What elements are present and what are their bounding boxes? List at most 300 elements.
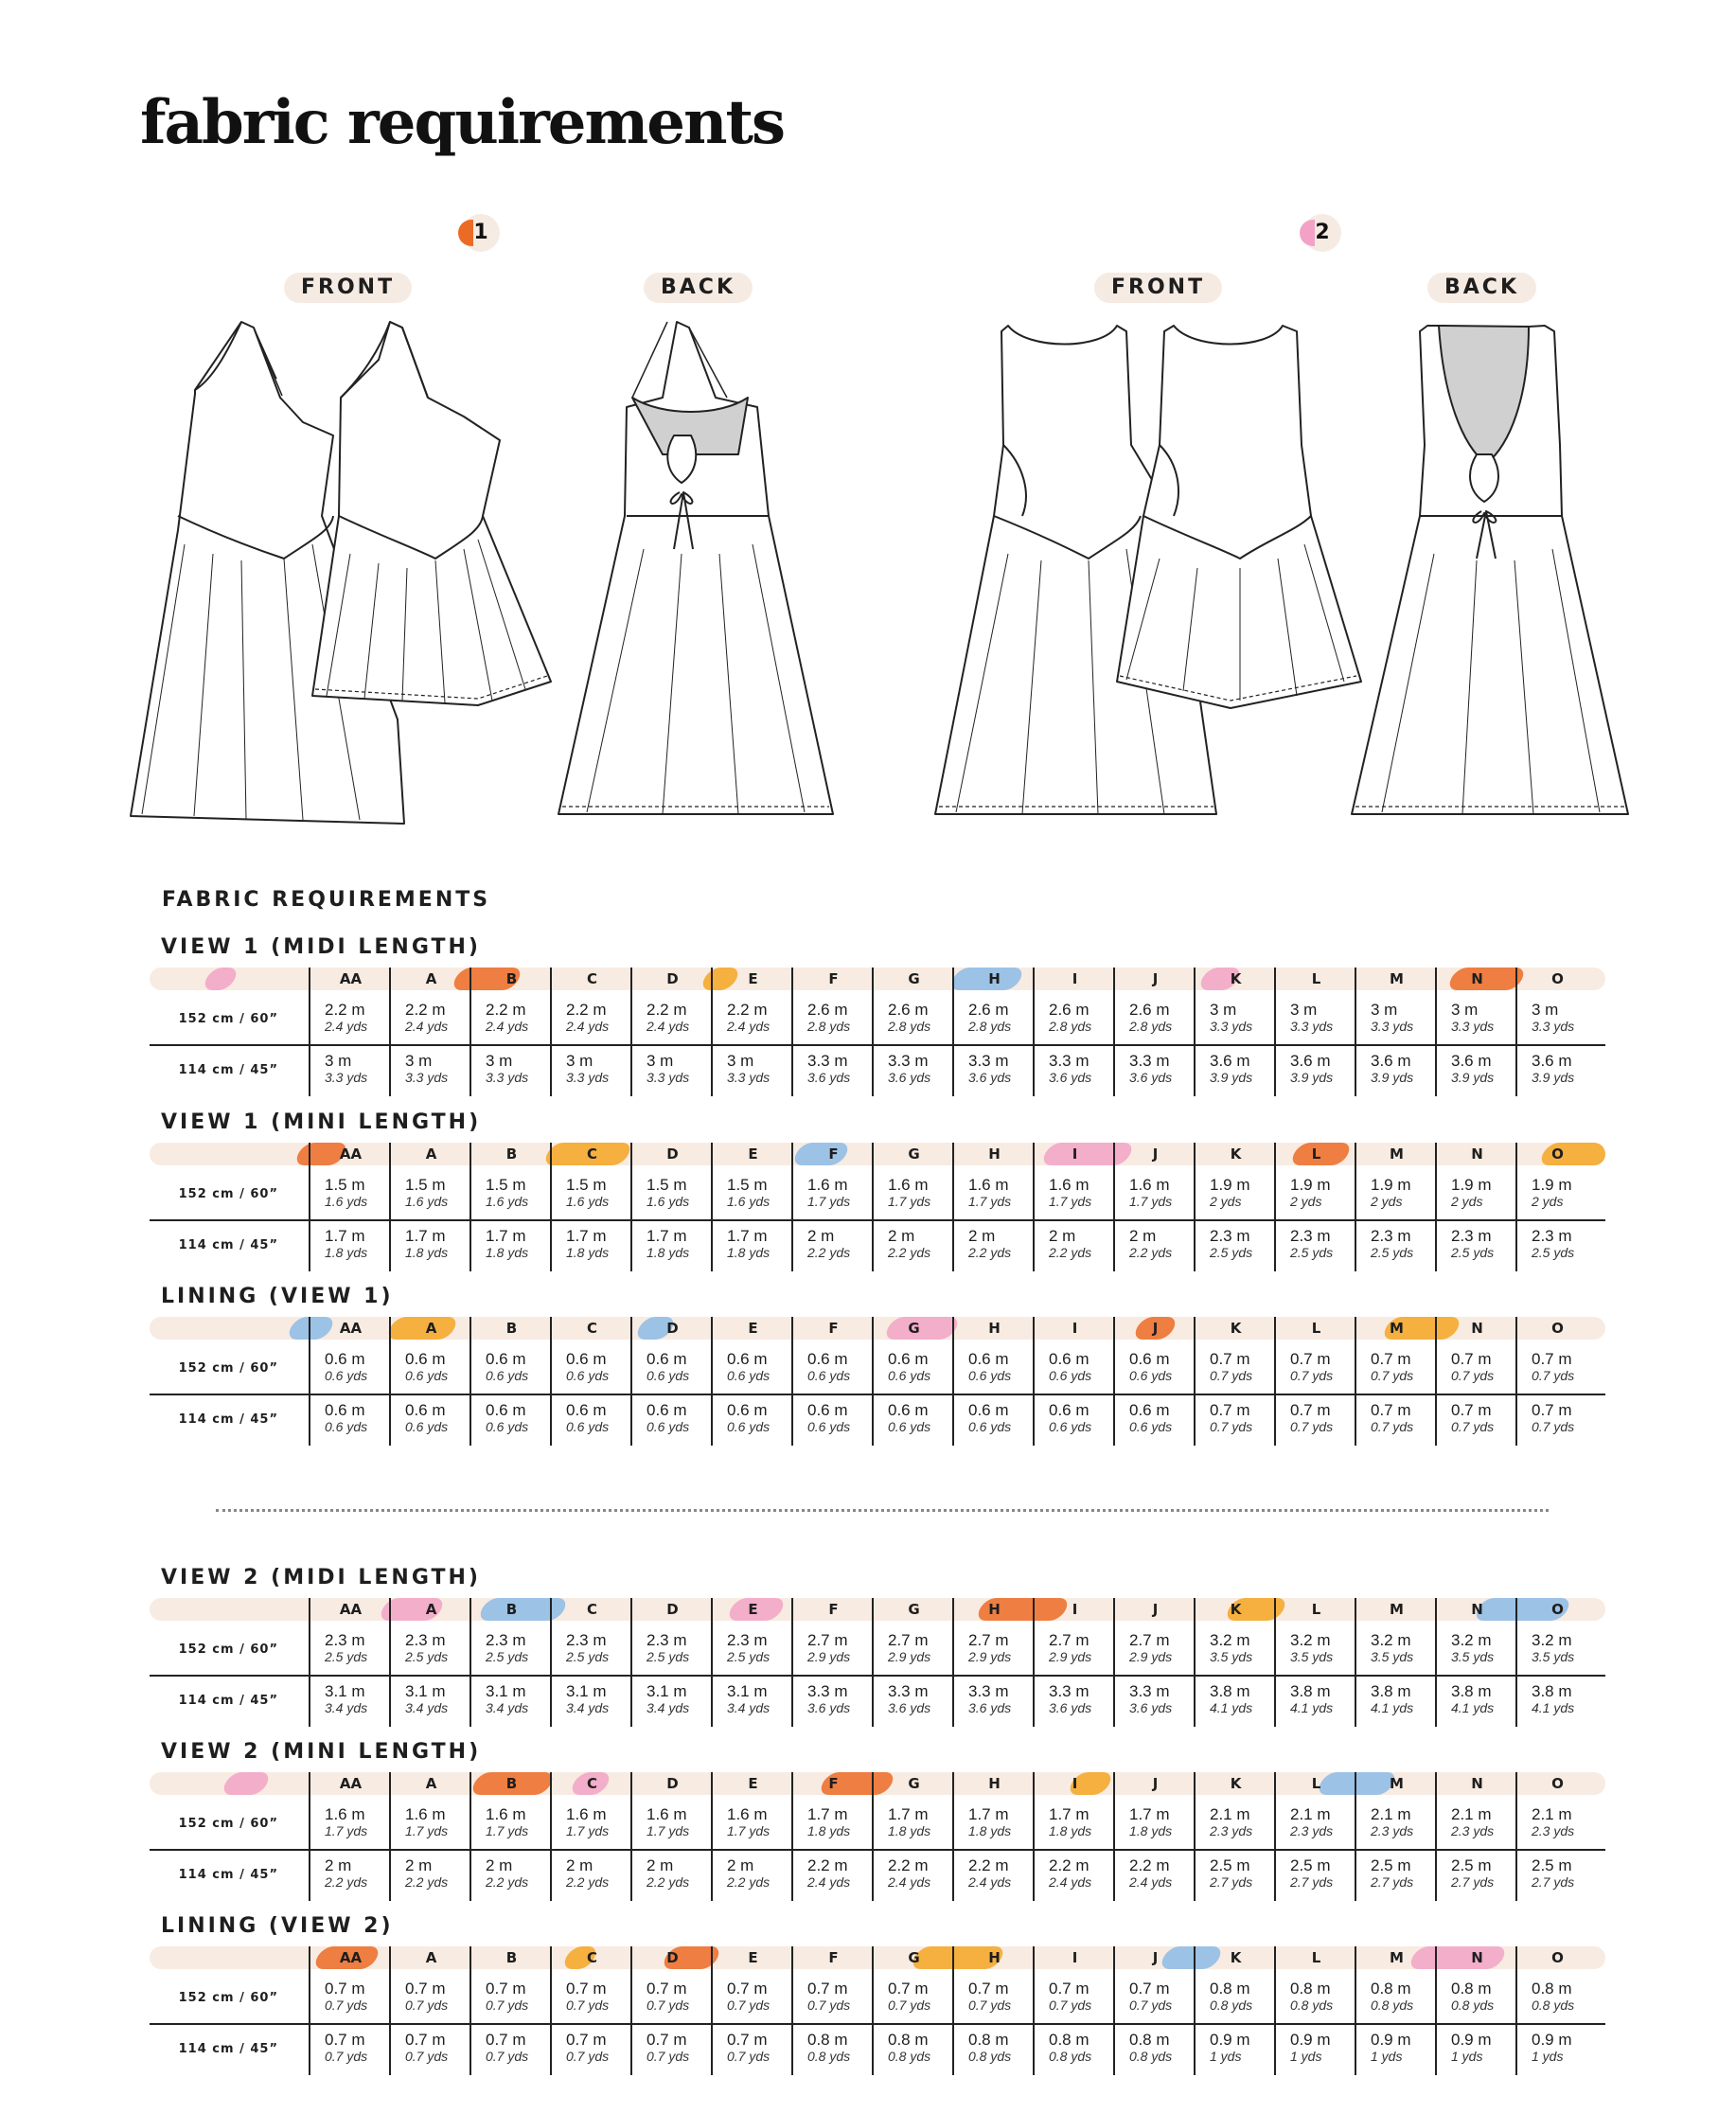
yards-value: 1.7 yds (1129, 1194, 1173, 1209)
table-cell (1437, 2032, 1517, 2064)
table-cell (874, 1351, 954, 1383)
metres-value: 3.3 m (888, 1052, 929, 1070)
yards-value: 0.6 yds (727, 1419, 771, 1434)
yards-value: 2.2 yds (968, 1245, 1012, 1260)
metres-value: 1.6 m (807, 1176, 848, 1194)
yards-value: 3.6 yds (968, 1070, 1012, 1085)
yards-value: 2.4 yds (405, 1019, 449, 1034)
table-row (150, 1220, 1605, 1270)
table-cell (954, 2032, 1035, 2064)
yards-value: 2.9 yds (968, 1649, 1012, 1664)
metres-value: 2 m (1129, 1227, 1157, 1245)
table-cell (391, 2032, 471, 2064)
table-cell (471, 1402, 552, 1434)
table-cell (632, 1351, 713, 1383)
table-cell (552, 1806, 632, 1838)
metres-value: 3.3 m (968, 1682, 1009, 1700)
table-row (150, 1045, 1605, 1095)
metres-value: 3.8 m (1451, 1682, 1492, 1700)
table-cell (1196, 1002, 1276, 1034)
yards-value: 0.6 yds (566, 1419, 610, 1434)
metres-value: 0.7 m (727, 2031, 768, 2049)
size-header: N (1471, 970, 1483, 987)
table-cell (1356, 1402, 1437, 1434)
yards-value: 1.6 yds (727, 1194, 771, 1209)
table-cell (713, 1857, 793, 1890)
yards-value: 2.3 yds (1532, 1823, 1575, 1838)
yards-value: 3.3 yds (1371, 1019, 1414, 1034)
table-cell (954, 1402, 1035, 1434)
yards-value: 3.3 yds (566, 1070, 610, 1085)
table-cell (1356, 1632, 1437, 1664)
metres-value: 3.2 m (1210, 1631, 1250, 1649)
table-cell (391, 1632, 471, 1664)
table-cell (954, 1980, 1035, 2013)
size-header: H (988, 1145, 1001, 1163)
view-1-front-mini-dress (312, 322, 551, 705)
metres-value: 3.3 m (888, 1682, 929, 1700)
table-cell (1276, 1683, 1356, 1715)
size-header-row (150, 1598, 1605, 1621)
metres-value: 2.2 m (1049, 1856, 1089, 1874)
size-header: O (1551, 1145, 1564, 1163)
metres-value: 3.8 m (1371, 1682, 1411, 1700)
table-cell (391, 1857, 471, 1890)
yards-value: 0.8 yds (1129, 2049, 1173, 2064)
size-header: K (1230, 1949, 1242, 1966)
metres-value: 2.3 m (566, 1631, 607, 1649)
metres-value: 0.7 m (1129, 1980, 1170, 1998)
yards-value: 3.9 yds (1371, 1070, 1414, 1085)
metres-value: 0.7 m (566, 2031, 607, 2049)
table-cell (793, 1053, 874, 1085)
metres-value: 0.7 m (647, 1980, 687, 1998)
size-header: F (828, 1145, 839, 1163)
size-header: C (586, 970, 597, 987)
table-cell (954, 1177, 1035, 1209)
yards-value: 0.7 yds (647, 2049, 690, 2064)
table-cell (632, 1002, 713, 1034)
yards-value: 3.3 yds (647, 1070, 690, 1085)
table-cell (1276, 1351, 1356, 1383)
metres-value: 0.7 m (1451, 1401, 1492, 1419)
table-cell (874, 1632, 954, 1664)
table-cell (1115, 1177, 1196, 1209)
table-cell (874, 1228, 954, 1260)
table-title: VIEW 2 (MINI LENGTH) (161, 1740, 482, 1764)
fabric-width-label: 114 cm / 45” (178, 2042, 278, 2056)
yards-value: 0.7 yds (1371, 1368, 1414, 1383)
table-cell (1196, 1632, 1276, 1664)
yards-value: 1.7 yds (647, 1823, 690, 1838)
yards-value: 2.4 yds (566, 1019, 610, 1034)
table-cell (874, 1177, 954, 1209)
yards-value: 0.6 yds (968, 1419, 1012, 1434)
table-cell (1115, 1228, 1196, 1260)
table-cell (1437, 1683, 1517, 1715)
table-cell (713, 1806, 793, 1838)
metres-value: 0.9 m (1451, 2031, 1492, 2049)
metres-value: 3.1 m (325, 1682, 365, 1700)
yards-value: 1 yds (1210, 2049, 1242, 2064)
table-cell (1356, 1053, 1437, 1085)
yards-value: 0.8 yds (1290, 1998, 1334, 2013)
table-cell (391, 1002, 471, 1034)
yards-value: 2.4 yds (727, 1019, 771, 1034)
table-cell (1437, 1002, 1517, 1034)
yards-value: 0.6 yds (647, 1419, 690, 1434)
table-cell (552, 1002, 632, 1034)
yards-value: 0.7 yds (647, 1998, 690, 2013)
table-cell (793, 1683, 874, 1715)
table-cell (1115, 1402, 1196, 1434)
table-cell (391, 1351, 471, 1383)
metres-value: 3.8 m (1210, 1682, 1250, 1700)
yards-value: 2.5 yds (1451, 1245, 1495, 1260)
size-header: B (505, 970, 518, 987)
size-header: M (1390, 1601, 1404, 1618)
yards-value: 2.8 yds (807, 1019, 851, 1034)
yards-value: 0.6 yds (647, 1368, 690, 1383)
yards-value: 2.8 yds (1049, 1019, 1092, 1034)
yards-value: 1.7 yds (325, 1823, 368, 1838)
fabric-width-label: 114 cm / 45” (178, 1238, 278, 1252)
metres-value: 1.7 m (1049, 1805, 1089, 1823)
yards-value: 1.7 yds (727, 1823, 771, 1838)
metres-value: 0.6 m (968, 1350, 1009, 1368)
metres-value: 2 m (486, 1856, 513, 1874)
size-header: F (828, 1775, 839, 1792)
size-header: A (425, 1320, 437, 1337)
size-header: B (505, 1601, 518, 1618)
yards-value: 0.7 yds (325, 1998, 368, 2013)
metres-value: 3.1 m (566, 1682, 607, 1700)
table-cell (310, 1053, 391, 1085)
size-header: D (666, 1601, 679, 1618)
yards-value: 4.1 yds (1532, 1700, 1575, 1715)
yards-value: 3.4 yds (325, 1700, 368, 1715)
size-header: H (988, 1949, 1001, 1966)
table-cell (954, 1632, 1035, 1664)
metres-value: 3.6 m (1532, 1052, 1572, 1070)
table-cell (310, 1402, 391, 1434)
table-title: VIEW 2 (MIDI LENGTH) (161, 1566, 481, 1589)
table-cell (552, 1683, 632, 1715)
metres-value: 0.7 m (1371, 1350, 1411, 1368)
yards-value: 3.6 yds (807, 1070, 851, 1085)
table-cell (632, 1857, 713, 1890)
metres-value: 1.5 m (325, 1176, 365, 1194)
metres-value: 0.7 m (1210, 1350, 1250, 1368)
table-row (150, 1394, 1605, 1445)
table-cell (552, 1857, 632, 1890)
size-header: D (666, 970, 679, 987)
table-cell (793, 2032, 874, 2064)
metres-value: 2.3 m (1532, 1227, 1572, 1245)
metres-value: 0.6 m (325, 1401, 365, 1419)
yards-value: 1.7 yds (888, 1194, 931, 1209)
metres-value: 0.6 m (486, 1401, 526, 1419)
metres-value: 0.6 m (1129, 1401, 1170, 1419)
size-header-row (150, 1772, 1605, 1795)
yards-value: 2.9 yds (807, 1649, 851, 1664)
yards-value: 3.3 yds (1532, 1019, 1575, 1034)
fabric-width-label: 152 cm / 60” (178, 1991, 278, 2005)
yards-value: 2.9 yds (888, 1649, 931, 1664)
yards-value: 0.7 yds (405, 1998, 449, 2013)
size-header-row (150, 1317, 1605, 1340)
table-cell (552, 1228, 632, 1260)
table-row (150, 1850, 1605, 1900)
table-cell (1517, 1857, 1598, 1890)
metres-value: 1.6 m (888, 1176, 929, 1194)
size-header: I (1072, 1320, 1078, 1337)
table-cell (713, 1980, 793, 2013)
table-cell (1517, 1683, 1598, 1715)
metres-value: 2.7 m (888, 1631, 929, 1649)
yards-value: 1.7 yds (405, 1823, 449, 1838)
size-header: I (1072, 1775, 1078, 1792)
yards-value: 2.4 yds (1129, 1874, 1173, 1890)
table-row (150, 2024, 1605, 2074)
yards-value: 1.8 yds (888, 1823, 931, 1838)
metres-value: 2.6 m (968, 1001, 1009, 1019)
table-cell (632, 1228, 713, 1260)
table-cell (1115, 1002, 1196, 1034)
table-cell (713, 1053, 793, 1085)
yards-value: 3.3 yds (486, 1070, 529, 1085)
metres-value: 2.2 m (888, 1856, 929, 1874)
table-cell (391, 1980, 471, 2013)
yards-value: 0.7 yds (1371, 1419, 1414, 1434)
metres-value: 0.6 m (405, 1350, 446, 1368)
table-cell (954, 1228, 1035, 1260)
yards-value: 0.7 yds (566, 2049, 610, 2064)
table-cell (552, 1980, 632, 2013)
metres-value: 0.8 m (968, 2031, 1009, 2049)
metres-value: 0.7 m (405, 2031, 446, 2049)
metres-value: 3.2 m (1532, 1631, 1572, 1649)
yards-value: 0.6 yds (888, 1368, 931, 1383)
table-row (150, 994, 1605, 1044)
metres-value: 1.9 m (1532, 1176, 1572, 1194)
table-cell (793, 1980, 874, 2013)
metres-value: 0.8 m (807, 2031, 848, 2049)
yards-value: 1 yds (1371, 2049, 1403, 2064)
size-header: E (748, 1320, 758, 1337)
table-cell (552, 1632, 632, 1664)
size-header: H (988, 970, 1001, 987)
metres-value: 1.6 m (566, 1805, 607, 1823)
table-cell (391, 1806, 471, 1838)
metres-value: 0.8 m (1210, 1980, 1250, 1998)
size-header: G (908, 1949, 920, 1966)
metres-value: 1.7 m (647, 1227, 687, 1245)
table-cell (471, 1351, 552, 1383)
yards-value: 0.6 yds (486, 1368, 529, 1383)
yards-value: 3.9 yds (1290, 1070, 1334, 1085)
size-header: C (586, 1145, 597, 1163)
size-header: I (1072, 1949, 1078, 1966)
yards-value: 0.8 yds (888, 2049, 931, 2064)
table-cell (1115, 1351, 1196, 1383)
metres-value: 3.6 m (1371, 1052, 1411, 1070)
size-header: F (828, 970, 839, 987)
table-cell (471, 1806, 552, 1838)
size-header-row (150, 1143, 1605, 1165)
yards-value: 2.5 yds (486, 1649, 529, 1664)
yards-value: 2.2 yds (566, 1874, 610, 1890)
metres-value: 0.7 m (486, 2031, 526, 2049)
metres-value: 2 m (888, 1227, 915, 1245)
table-cell (793, 1806, 874, 1838)
metres-value: 3.6 m (1290, 1052, 1331, 1070)
table-cell (1437, 1632, 1517, 1664)
table-cell (1517, 1351, 1598, 1383)
size-header: J (1152, 970, 1159, 987)
yards-value: 0.6 yds (325, 1368, 368, 1383)
metres-value: 0.9 m (1290, 2031, 1331, 2049)
size-header: G (908, 1320, 920, 1337)
table-cell (793, 1632, 874, 1664)
table-cell (471, 1980, 552, 2013)
size-header: O (1551, 970, 1564, 987)
metres-value: 1.9 m (1371, 1176, 1411, 1194)
yards-value: 0.6 yds (727, 1368, 771, 1383)
yards-value: 1.7 yds (486, 1823, 529, 1838)
fabric-width-label: 152 cm / 60” (178, 1642, 278, 1657)
metres-value: 3.3 m (1049, 1682, 1089, 1700)
size-header: J (1152, 1145, 1159, 1163)
yards-value: 2.5 yds (647, 1649, 690, 1664)
yards-value: 2.8 yds (968, 1019, 1012, 1034)
table-cell (1035, 1402, 1115, 1434)
table-cell (310, 1351, 391, 1383)
yards-value: 0.7 yds (1290, 1368, 1334, 1383)
metres-value: 0.6 m (807, 1350, 848, 1368)
table-title: LINING (VIEW 1) (161, 1285, 394, 1308)
yards-value: 0.7 yds (1532, 1368, 1575, 1383)
metres-value: 1.7 m (566, 1227, 607, 1245)
yards-value: 0.7 yds (1210, 1419, 1253, 1434)
table-cell (1356, 1351, 1437, 1383)
yards-value: 0.6 yds (807, 1419, 851, 1434)
metres-value: 2.3 m (405, 1631, 446, 1649)
metres-value: 0.7 m (888, 1980, 929, 1998)
table-cell (1437, 1228, 1517, 1260)
table-cell (1196, 1683, 1276, 1715)
yards-value: 1 yds (1451, 2049, 1483, 2064)
yards-value: 3.6 yds (1049, 1700, 1092, 1715)
metres-value: 3.3 m (807, 1052, 848, 1070)
yards-value: 2 yds (1290, 1194, 1322, 1209)
table-cell (1437, 1177, 1517, 1209)
yards-value: 2.7 yds (1532, 1874, 1575, 1890)
metres-value: 0.8 m (1532, 1980, 1572, 1998)
size-header: M (1390, 1775, 1404, 1792)
table-cell (1437, 1980, 1517, 2013)
metres-value: 1.7 m (325, 1227, 365, 1245)
size-header: O (1551, 1949, 1564, 1966)
size-header: C (586, 1775, 597, 1792)
yards-value: 2.5 yds (1210, 1245, 1253, 1260)
metres-value: 0.7 m (566, 1980, 607, 1998)
yards-value: 1.6 yds (566, 1194, 610, 1209)
view-1-back-dress (558, 322, 833, 814)
metres-value: 0.6 m (1049, 1350, 1089, 1368)
yards-value: 0.7 yds (727, 1998, 771, 2013)
size-header: H (988, 1775, 1001, 1792)
table-cell (1517, 1806, 1598, 1838)
yards-value: 2.4 yds (807, 1874, 851, 1890)
metres-value: 2.2 m (968, 1856, 1009, 1874)
table-cell (793, 1002, 874, 1034)
yards-value: 2.2 yds (727, 1874, 771, 1890)
size-header: M (1390, 1949, 1404, 1966)
table-cell (954, 1053, 1035, 1085)
size-header: AA (339, 1145, 363, 1163)
size-header: N (1471, 1601, 1483, 1618)
table-cell (1115, 1806, 1196, 1838)
table-cell (1276, 1857, 1356, 1890)
table-cell (552, 1402, 632, 1434)
yards-value: 0.7 yds (486, 1998, 529, 2013)
metres-value: 0.8 m (1451, 1980, 1492, 1998)
yards-value: 1.8 yds (1129, 1823, 1173, 1838)
yards-value: 0.7 yds (1210, 1368, 1253, 1383)
metres-value: 0.6 m (647, 1401, 687, 1419)
table-row (150, 1973, 1605, 2023)
section-title: FABRIC REQUIREMENTS (162, 888, 491, 912)
size-header: E (748, 1949, 758, 1966)
yards-value: 2.2 yds (888, 1245, 931, 1260)
metres-value: 3.1 m (405, 1682, 446, 1700)
yards-value: 2.5 yds (566, 1649, 610, 1664)
fabric-table (150, 1740, 1605, 1901)
table-cell (1035, 1177, 1115, 1209)
metres-value: 1.9 m (1451, 1176, 1492, 1194)
yards-value: 0.8 yds (1451, 1998, 1495, 2013)
metres-value: 0.8 m (1290, 1980, 1331, 1998)
metres-value: 0.7 m (325, 2031, 365, 2049)
table-cell (954, 1351, 1035, 1383)
yards-value: 2.5 yds (1371, 1245, 1414, 1260)
size-header: G (908, 970, 920, 987)
metres-value: 3.6 m (1451, 1052, 1492, 1070)
table-cell (1035, 2032, 1115, 2064)
metres-value: 2.6 m (1049, 1001, 1089, 1019)
view-2-number: 2 (1315, 221, 1330, 244)
yards-value: 2.2 yds (486, 1874, 529, 1890)
size-header: K (1230, 1145, 1242, 1163)
metres-value: 2.7 m (1129, 1631, 1170, 1649)
size-header: C (586, 1949, 597, 1966)
yards-value: 0.6 yds (405, 1419, 449, 1434)
table-cell (874, 1002, 954, 1034)
yards-value: 2.8 yds (888, 1019, 931, 1034)
metres-value: 2.3 m (727, 1631, 768, 1649)
yards-value: 2 yds (1210, 1194, 1242, 1209)
metres-value: 3.3 m (807, 1682, 848, 1700)
yards-value: 1.8 yds (968, 1823, 1012, 1838)
yards-value: 3.3 yds (325, 1070, 368, 1085)
yards-value: 0.7 yds (1451, 1419, 1495, 1434)
size-header: E (748, 1601, 758, 1618)
table-cell (1035, 1002, 1115, 1034)
table-cell (1035, 1806, 1115, 1838)
metres-value: 2.1 m (1532, 1805, 1572, 1823)
metres-value: 3.3 m (1129, 1682, 1170, 1700)
